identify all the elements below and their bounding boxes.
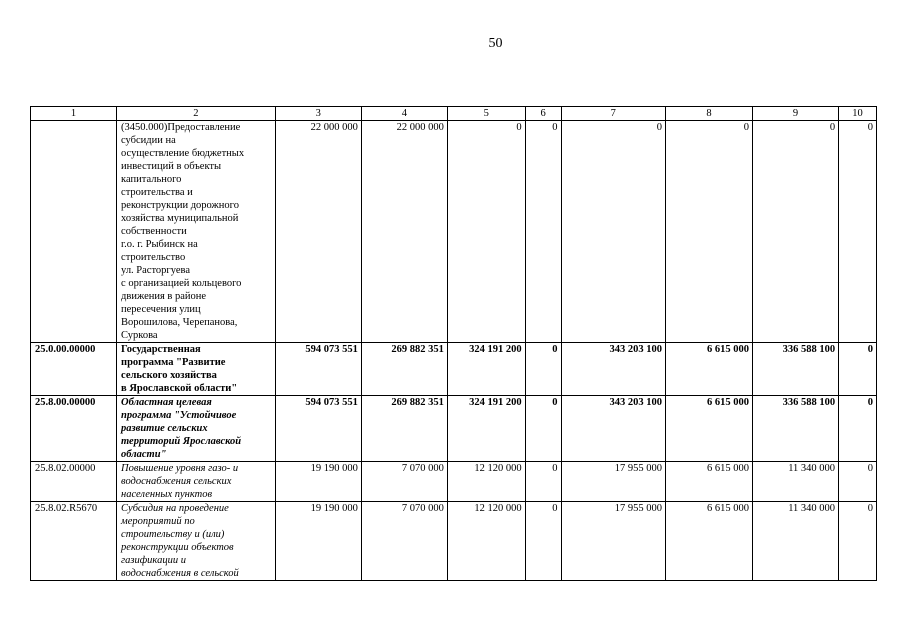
- row-value: 324 191 200: [447, 343, 525, 396]
- table-row: [31, 462, 877, 502]
- row-value: 11 340 000: [753, 502, 839, 581]
- row-value: 17 955 000: [561, 502, 665, 581]
- header-row: [31, 107, 877, 121]
- row-value: 6 615 000: [665, 396, 752, 462]
- row-name: Субсидия на проведение мероприятий по строительству и (или) реконструкции объектов газификации и водоснабжения в сельской: [117, 502, 276, 581]
- table-row: [31, 502, 877, 581]
- row-value: 269 882 351: [361, 396, 447, 462]
- row-code: [31, 121, 117, 343]
- row-value: 0: [839, 343, 877, 396]
- row-value: 0: [525, 343, 561, 396]
- row-value: 0: [525, 121, 561, 343]
- column-header: 3: [275, 107, 361, 121]
- row-value: 336 588 100: [753, 396, 839, 462]
- row-value: 11 340 000: [753, 462, 839, 502]
- column-header: 2: [117, 107, 276, 121]
- row-name: Повышение уровня газо- и водоснабжения сельских населенных пунктов: [117, 462, 276, 502]
- row-name: (3450.000)Предоставление субсидии на осуществление бюджетных инвестиций в объекты капитального строительства и реконструкции дорожного хозяйства муниципальной собственности г.о. г. Рыбинск на строительство ул. Расторгуева с организацией кольцевого движения в районе пересечения улиц Ворошилова, Черепанова, Суркова: [117, 121, 276, 343]
- table-row: [31, 121, 877, 343]
- row-value: 7 070 000: [361, 502, 447, 581]
- row-value: 6 615 000: [665, 462, 752, 502]
- row-code: 25.8.02.00000: [31, 462, 117, 502]
- row-value: 7 070 000: [361, 462, 447, 502]
- table-row: [31, 396, 877, 462]
- column-header: 5: [447, 107, 525, 121]
- row-value: 336 588 100: [753, 343, 839, 396]
- row-value: 0: [839, 502, 877, 581]
- page-number: 50: [488, 36, 503, 51]
- row-value: 0: [525, 502, 561, 581]
- row-value: 343 203 100: [561, 343, 665, 396]
- row-value: 19 190 000: [275, 462, 361, 502]
- row-value: 0: [839, 396, 877, 462]
- column-header: 9: [753, 107, 839, 121]
- row-value: 0: [561, 121, 665, 343]
- row-value: 22 000 000: [361, 121, 447, 343]
- row-value: 0: [525, 396, 561, 462]
- column-header: 6: [525, 107, 561, 121]
- row-value: 269 882 351: [361, 343, 447, 396]
- row-name: Государственная программа "Развитие сельского хозяйства в Ярославской области": [117, 343, 276, 396]
- row-value: 6 615 000: [665, 343, 752, 396]
- row-value: 6 615 000: [665, 502, 752, 581]
- budget-table: [30, 106, 877, 581]
- row-value: 0: [839, 121, 877, 343]
- row-name: Областная целевая программа "Устойчивое развитие сельских территорий Ярославской области": [117, 396, 276, 462]
- row-value: 0: [447, 121, 525, 343]
- column-header: 8: [665, 107, 752, 121]
- column-header: 4: [361, 107, 447, 121]
- row-value: 594 073 551: [275, 396, 361, 462]
- row-value: 0: [665, 121, 752, 343]
- row-code: 25.0.00.00000: [31, 343, 117, 396]
- row-value: 19 190 000: [275, 502, 361, 581]
- row-value: 343 203 100: [561, 396, 665, 462]
- row-value: 12 120 000: [447, 502, 525, 581]
- column-header: 10: [839, 107, 877, 121]
- row-value: 0: [525, 462, 561, 502]
- row-value: 594 073 551: [275, 343, 361, 396]
- row-value: 0: [839, 462, 877, 502]
- row-value: 12 120 000: [447, 462, 525, 502]
- row-code: 25.8.02.R5670: [31, 502, 117, 581]
- row-value: 22 000 000: [275, 121, 361, 343]
- row-value: 17 955 000: [561, 462, 665, 502]
- column-header: 1: [31, 107, 117, 121]
- row-code: 25.8.00.00000: [31, 396, 117, 462]
- row-value: 0: [753, 121, 839, 343]
- column-header: 7: [561, 107, 665, 121]
- table-row: [31, 343, 877, 396]
- row-value: 324 191 200: [447, 396, 525, 462]
